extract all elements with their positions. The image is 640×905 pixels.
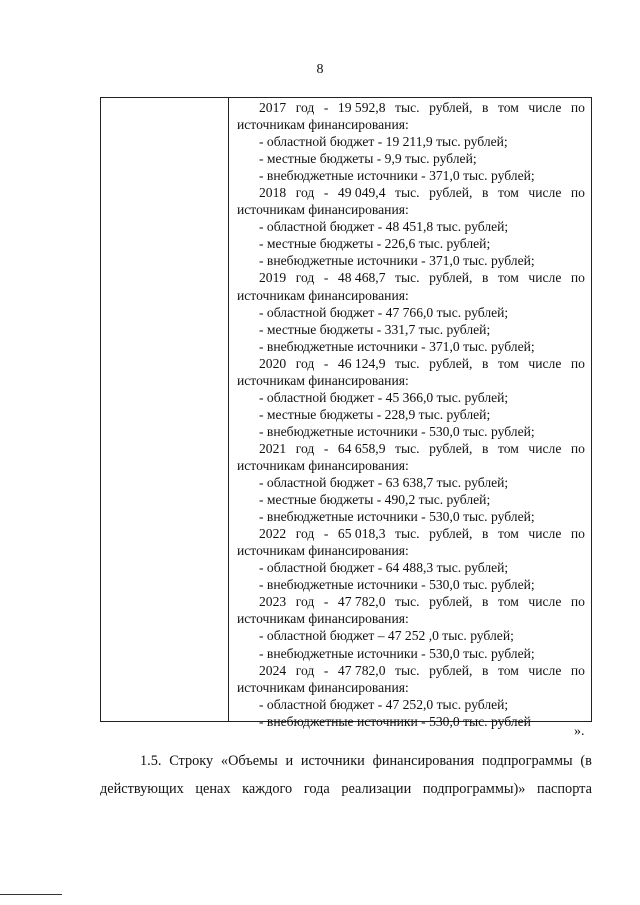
funding-source-item: - местные бюджеты - 226,6 тыс. рублей; [259,236,491,252]
funding-year-word: том [497,270,519,286]
funding-sources-heading: источникам финансирования: [237,202,409,218]
funding-year-word: по [570,662,585,678]
funding-source-item: - областной бюджет - 47 252,0 тыс. рублей; [259,696,509,712]
funding-source-item: - внебюджетные источники - 371,0 тыс. рублей; [259,168,535,184]
funding-year-word: том [497,526,519,542]
funding-year-word: числе [528,355,562,371]
funding-year-word: год [295,662,315,678]
funding-sources-heading: источникам финансирования: [237,611,409,627]
funding-year-word: в [481,355,489,371]
funding-year-word: том [497,662,519,678]
paragraph-word: каждого [242,781,293,797]
funding-year-word: по [570,270,585,286]
funding-year-word: в [481,662,489,678]
funding-source-item: - внебюджетные источники - 371,0 тыс. рублей; [259,338,535,354]
funding-source-item: - местные бюджеты - 331,7 тыс. рублей; [259,321,491,337]
funding-year-word: 19 592,8 [337,100,386,115]
paragraph-word: 1.5. [140,753,162,769]
paragraph-word: и [285,753,294,769]
funding-year-word: 65 018,3 [337,526,386,542]
funding-year-word: год [295,270,315,286]
funding-year-word: год [295,185,315,201]
funding-year-word: тыс. [395,526,420,542]
footnote-rule [0,894,62,895]
funding-source-item: - местные бюджеты - 228,9 тыс. рублей; [259,406,491,422]
funding-year-word: тыс. [395,100,420,115]
funding-year-word: тыс. [395,270,420,286]
funding-year-word: рублей, [429,526,473,542]
funding-year-word: 2023 [259,594,287,610]
closing-quote: ». [574,724,585,739]
funding-year-line [237,440,585,457]
paragraph-word: источники [300,753,365,769]
funding-source-item: - областной бюджет - 64 488,3 тыс. рублей; [259,560,509,576]
funding-source-item: - областной бюджет - 63 638,7 тыс. рублей; [259,475,509,491]
funding-year-word: рублей, [429,100,473,115]
funding-year-word: 48 468,7 [337,270,386,286]
funding-source-item: - областной бюджет – 47 252 ,0 тыс. рублей; [259,628,514,644]
funding-year-word: рублей, [429,355,473,371]
funding-year-word: в [481,440,489,456]
funding-year-word: - [323,594,329,610]
paragraph-word: паспорта [537,781,592,797]
paragraph-line-2 [100,780,592,798]
funding-year-word: тыс. [395,185,420,201]
funding-year-word: по [570,100,585,115]
funding-source-item: - внебюджетные источники - 530,0 тыс. рублей; [259,577,535,593]
funding-year-word: в [481,270,489,286]
funding-year-word: - [323,185,329,201]
funding-year-word: том [497,100,519,115]
funding-table [100,97,592,729]
funding-year-word: том [497,355,519,371]
funding-year-word: 2021 [259,440,287,456]
funding-source-item: - местные бюджеты - 9,9 тыс. рублей; [259,151,477,167]
funding-year-word: - [323,355,329,371]
funding-year-word: год [295,526,315,542]
funding-year-word: числе [528,440,562,456]
funding-year-word: по [570,526,585,542]
funding-year-word: тыс. [395,594,420,610]
funding-year-word: 2018 [259,185,287,201]
funding-year-word: по [570,355,585,371]
funding-year-word: числе [528,185,562,201]
paragraph-word: подпрограммы [481,753,573,769]
funding-year-word: том [497,440,519,456]
funding-year-word: рублей, [429,440,473,456]
funding-source-item: - внебюджетные источники - 530,0 тыс. рублей; [259,645,535,661]
funding-details-cell [237,99,585,730]
funding-year-word: рублей, [429,270,473,286]
funding-year-word: - [323,100,329,115]
funding-source-item: - внебюджетные источники - 530,0 тыс. рублей; [259,509,535,525]
funding-year-line [237,662,585,679]
funding-year-line [237,269,585,286]
paragraph-word: (в [580,753,592,769]
funding-sources-heading: источникам финансирования: [237,543,409,559]
funding-year-word: числе [528,100,562,115]
funding-year-word: том [497,185,519,201]
funding-year-word: - [323,440,329,456]
funding-sources-heading: источникам финансирования: [237,679,409,695]
funding-source-item: - внебюджетные источники - 530,0 тыс. рублей; [259,423,535,439]
funding-year-word: тыс. [395,440,420,456]
funding-sources-heading: источникам финансирования: [237,287,409,303]
funding-source-item: - внебюджетные источники - 371,0 тыс. рублей; [259,253,535,269]
funding-source-item: - областной бюджет - 19 211,9 тыс. рублей; [259,134,508,150]
funding-year-word: в [481,594,489,610]
funding-year-word: - [323,270,329,286]
funding-year-word: 2017 [259,100,287,115]
funding-year-line [237,99,585,116]
funding-year-word: в [481,100,489,115]
funding-source-item: - внебюджетные источники - 530,0 тыс. рублей [259,713,531,729]
paragraph-word: ценах [195,781,231,797]
funding-sources-heading: источникам финансирования: [237,372,409,388]
paragraph-word: финансирования [372,753,475,769]
funding-source-item: - областной бюджет - 48 451,8 тыс. рублей; [259,219,509,235]
funding-year-word: 47 782,0 [337,662,386,678]
table-left-cell [101,98,229,721]
funding-sources-heading: источникам финансирования: [237,117,409,133]
funding-year-word: рублей, [429,594,473,610]
paragraph-word: «Объемы [220,753,278,769]
funding-year-word: тыс. [395,355,420,371]
funding-year-word: год [295,594,315,610]
funding-year-word: - [323,662,329,678]
funding-year-word: 46 124,9 [337,355,386,371]
funding-year-word: рублей, [429,185,473,201]
funding-sources-heading: источникам финансирования: [237,457,409,473]
funding-year-word: числе [528,662,562,678]
funding-year-word: числе [528,526,562,542]
funding-year-word: 2020 [259,355,287,371]
funding-year-word: числе [528,594,562,610]
funding-year-word: 49 049,4 [337,185,386,201]
funding-year-line [237,525,585,542]
funding-year-line [237,355,585,372]
funding-year-word: - [323,526,329,542]
funding-year-word: год [295,100,315,115]
funding-year-word: том [497,594,519,610]
page-number: 8 [316,62,324,77]
funding-year-word: по [570,185,585,201]
paragraph-word: года [303,781,330,797]
funding-year-word: в [481,185,489,201]
funding-source-item: - областной бюджет - 47 766,0 тыс. рублей; [259,304,509,320]
funding-year-word: 47 782,0 [337,594,386,610]
paragraph-word: реализации [341,781,412,797]
funding-year-word: 2024 [259,662,287,678]
funding-year-word: 64 658,9 [337,440,386,456]
funding-year-word: год [295,440,315,456]
funding-year-line [237,184,585,201]
funding-year-word: 2019 [259,270,287,286]
paragraph-word: действующих [100,781,184,797]
funding-year-word: год [295,355,315,371]
funding-year-word: по [570,440,585,456]
funding-year-word: по [570,594,585,610]
funding-year-word: числе [528,270,562,286]
funding-year-word: рублей, [429,662,473,678]
funding-year-word: в [481,526,489,542]
paragraph-word: Строку [169,753,214,769]
paragraph-word: подпрограммы)» [422,781,526,797]
funding-source-item: - областной бюджет - 45 366,0 тыс. рублей; [259,389,509,405]
funding-year-word: 2022 [259,526,287,542]
funding-year-line [237,593,585,610]
funding-year-word: тыс. [395,662,420,678]
paragraph-line-1 [100,752,592,770]
funding-source-item: - местные бюджеты - 490,2 тыс. рублей; [259,492,491,508]
